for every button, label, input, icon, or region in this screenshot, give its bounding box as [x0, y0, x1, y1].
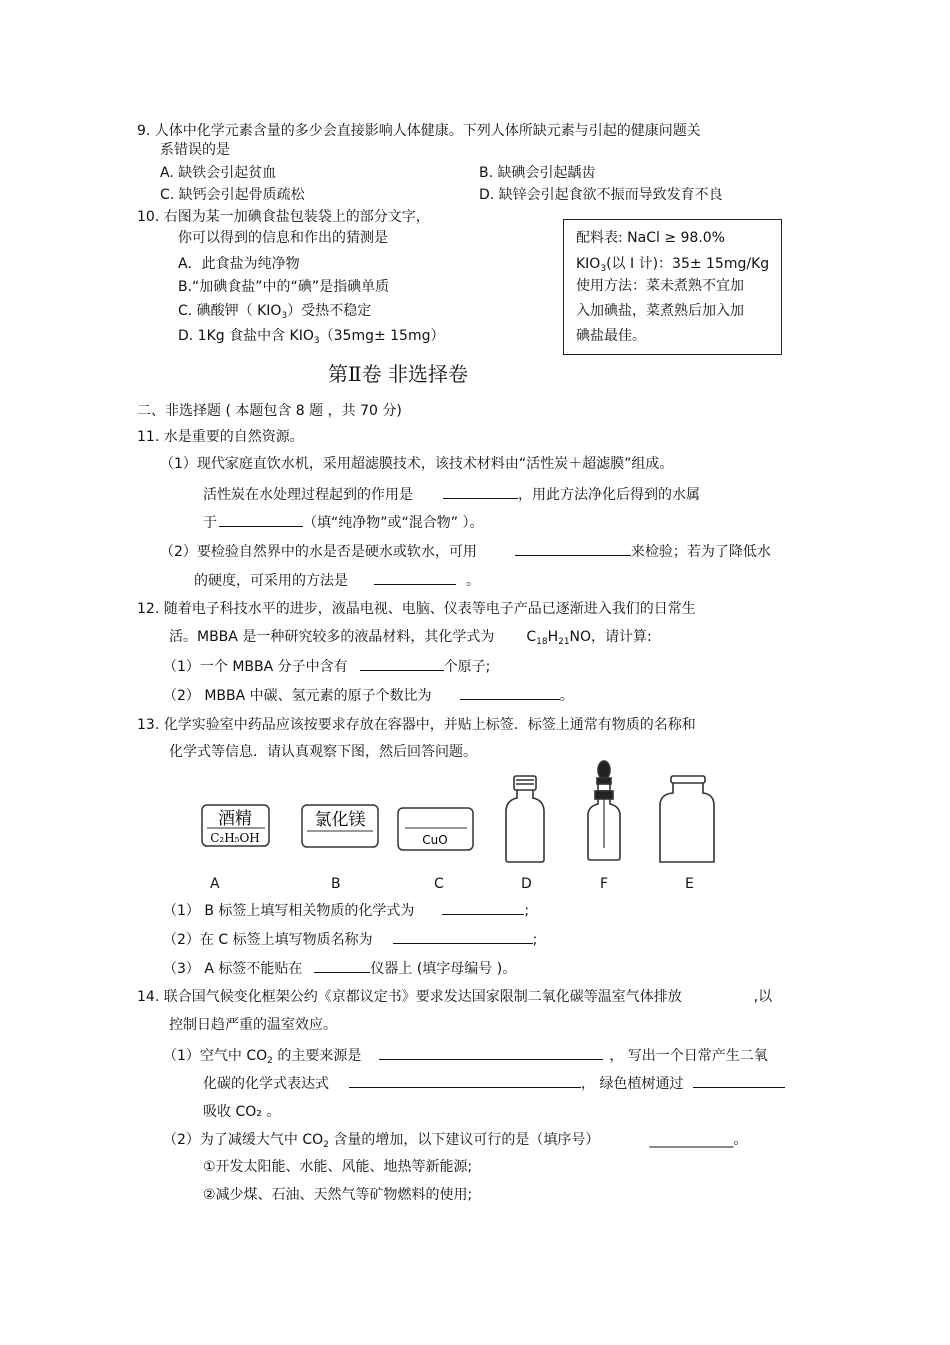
q13-stem-line2: 化学式等信息．请认真观察下图，然后回答问题。 [169, 744, 477, 760]
answer-blank[interactable] [443, 484, 518, 499]
label-a-name: 酒精 [218, 809, 252, 829]
q13-part3: （3） A 标签不能贴在 仪器上 (填字母编号 )。 [163, 958, 516, 978]
q14-part1-line2: 化碳的化学式表达式 ， 绿色植树通过 [203, 1073, 785, 1093]
label-a [202, 805, 269, 846]
q12-stem-line2: 活。MBBA 是一种研究较多的液晶材料，其化学式为 $C_{18}H_{21}NO$，请计算: [169, 629, 652, 647]
salt-label-ingredients: 配料表: NaCl ≥ 98.0% [576, 230, 725, 246]
answer-blank[interactable] [314, 958, 370, 973]
q11-stem: 11. 水是重要的自然资源。 [137, 429, 304, 445]
answer-blank[interactable] [360, 656, 444, 671]
figure-letter-e: E [685, 876, 694, 892]
q12-part1: （1）一个 MBBA 分子中含有 个原子; [163, 656, 490, 676]
reagent-bottle-d [506, 776, 544, 862]
salt-label-usage-1: 使用方法：菜未煮熟不宜加 [576, 278, 744, 294]
salt-label-usage-3: 碘盐最佳。 [576, 328, 646, 344]
figure-letter-c: C [434, 876, 444, 892]
q12-part2: （2） MBBA 中碳、氢元素的原子个数比为 。 [163, 685, 574, 705]
q9-option-a: A. 缺铁会引起贫血 [160, 165, 277, 181]
q10-option-b: B.“加碘食盐”中的“碘”是指碘单质 [178, 279, 390, 295]
q11-part2-line2: 的硬度，可采用的方法是 。 [194, 570, 480, 590]
answer-blank[interactable] [393, 929, 533, 944]
q14-stem-line1: 14. 联合国气候变化框架公约《京都议定书》要求发达国家限制二氧化碳等温室气体排放 ,以 [137, 989, 773, 1005]
label-a-formula: C₂H₅OH [210, 831, 260, 845]
label-c-formula: CuO [422, 833, 448, 847]
q14-part1-line1: （1）空气中 $CO_2$ 的主要来源是 ， 写出一个日常产生二氧 [163, 1045, 768, 1070]
q10-stem-line2: 你可以得到的信息和作出的猜测是 [178, 230, 388, 246]
q14-stem-line2: 控制日趋严重的温室效应。 [169, 1017, 337, 1033]
q12-stem-line1: 12. 随着电子科技水平的进步，液晶电视、电脑、仪表等电子产品已逐渐进入我们的日常生 [137, 601, 696, 617]
q10-option-c: C. 碘酸钾（ $KIO_3$）受热不稳定 [178, 303, 372, 321]
answer-blank[interactable] [515, 541, 631, 556]
figure-letter-d: D [521, 876, 532, 892]
answer-blank[interactable] [693, 1073, 785, 1088]
q10-stem-line1: 10. 右图为某一加碘食盐包装袋上的部分文字， [137, 209, 430, 225]
lab-equipment-figure [195, 760, 735, 875]
section-instructions: 二、非选择题 ( 本题包含 8 题 ，共 70 分) [137, 403, 402, 419]
q14-option-2: ②减少煤、石油、天然气等矿物燃料的使用; [203, 1187, 473, 1203]
q9-stem-line1: 9. 人体中化学元素含量的多少会直接影响人体健康。下列人体所缺元素与引起的健康问题关 [137, 123, 701, 139]
q13-stem-line1: 13. 化学实验室中药品应该按要求存放在容器中，并贴上标签．标签上通常有物质的名称和 [137, 717, 696, 733]
answer-blank[interactable] [374, 570, 456, 585]
section-title: 第Ⅱ卷 非选择卷 [328, 362, 468, 386]
q13-part1: （1） B 标签上填写相关物质的化学式为 ; [163, 900, 529, 920]
q9-option-d: D. 缺锌会引起食欲不振而导致发育不良 [479, 187, 723, 203]
answer-blank[interactable] [442, 900, 524, 915]
q14-part1-line3: 吸收 CO₂ 。 [203, 1104, 281, 1120]
answer-blank[interactable] [219, 512, 303, 527]
salt-label-kio3: $KIO_3$(以 I 计)：35± 15mg/Kg [576, 256, 770, 274]
q9-stem-line2: 系错误的是 [160, 142, 230, 158]
salt-label-box [563, 219, 782, 355]
q9-option-b: B. 缺碘会引起龋齿 [479, 165, 596, 181]
q11-part1-line1: （1）现代家庭直饮水机，采用超滤膜技术，该技术材料由“活性炭＋超滤膜”组成。 [160, 456, 674, 472]
figure-letter-b: B [331, 876, 341, 892]
q14-part2: （2）为了减缓大气中 $CO_2$ 含量的增加，以下建议可行的是（填序号） ____________。 [163, 1132, 748, 1150]
salt-label-usage-2: 入加碘盐，菜煮熟后加入加 [576, 303, 744, 319]
label-c [398, 808, 473, 850]
answer-blank[interactable] [379, 1045, 603, 1060]
q11-part1-line3: 于 （填“纯净物”或“混合物” ）。 [203, 512, 483, 532]
label-b [302, 805, 378, 847]
q11-part1-line2: 活性炭在水处理过程起到的作用是 ，用此方法净化后得到的水属 [203, 484, 700, 504]
answer-blank[interactable] [349, 1073, 581, 1088]
figure-letter-f: F [600, 876, 609, 892]
q14-option-1: ①开发太阳能、水能、风能、地热等新能源; [203, 1159, 473, 1175]
answer-blank[interactable] [460, 685, 560, 700]
q10-option-a: A．此食盐为纯净物 [178, 256, 300, 272]
q11-part2-line1: （2）要检验自然界中的水是否是硬水或软水，可用 来检验；若为了降低水 [160, 541, 771, 561]
figure-letter-a: A [210, 876, 220, 892]
dropper-bottle-f [588, 761, 620, 860]
q10-option-d: D. 1Kg 食盐中含 $KIO_3(35mg\pm 15mg)$ [178, 328, 445, 346]
label-b-name: 氯化镁 [314, 810, 366, 830]
wide-mouth-bottle-e [660, 776, 714, 862]
q9-option-c: C. 缺钙会引起骨质疏松 [160, 187, 305, 203]
q13-part2: （2）在 C 标签上填写物质名称为 ; [163, 929, 537, 949]
